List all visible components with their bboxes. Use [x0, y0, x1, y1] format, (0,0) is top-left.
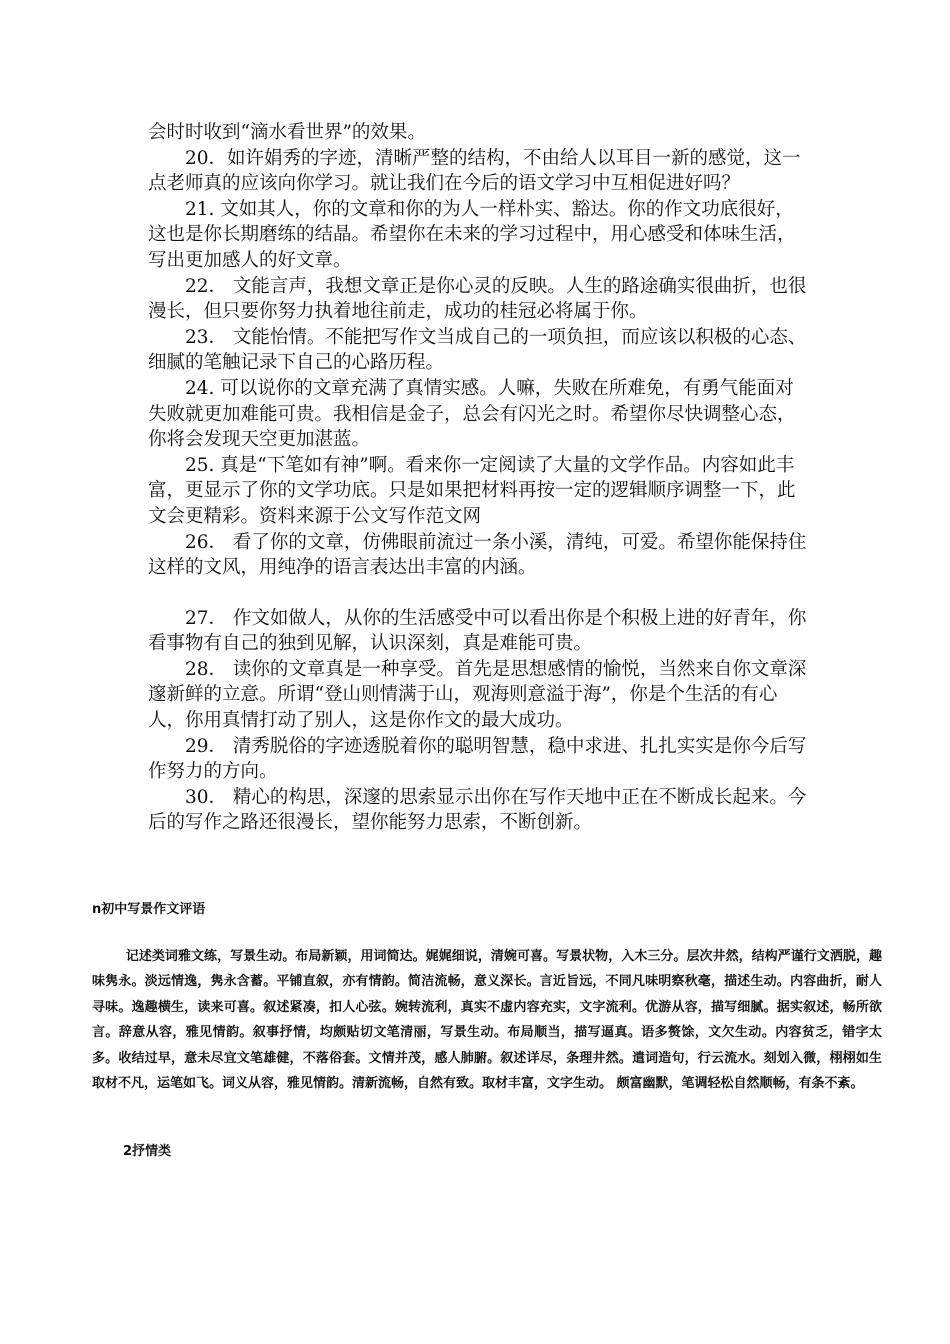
subsection-heading: 2抒情类 [123, 1144, 172, 1159]
comment-paragraph: 26． 看了你的文章，仿佛眼前流过一条小溪，清纯，可爱。希望你能保持住这样的文风，用纯净的语言表达出丰富的内涵。 [148, 531, 807, 579]
comment-paragraph: 29． 清秀脱俗的字迹透脱着你的聪明智慧，稳中求进、扎扎实实是你今后写作努力的方向。 [148, 735, 807, 783]
comment-paragraph: 28． 读你的文章真是一种享受。首先是思想感情的愉悦，当然来自你文章深邃新鲜的立意。所谓“登山则情满于山，观海则意溢于海”，你是个生活的有心人，你用真情打动了别人，这是你作文的最大成功。 [148, 658, 807, 732]
paragraph-gap [148, 581, 810, 606]
comment-paragraph: 24. 可以说你的文章充满了真情实感。人嘛，失败在所难免，有勇气能面对失败就更加难能可贵。我相信是金子，总会有闪光之时。希望你尽快调整心态，你将会发现天空更加湛蓝。 [148, 377, 796, 451]
comment-paragraph: 25. 真是“下笔如有神”啊。看来你一定阅读了大量的文学作品。内容如此丰富，更显示了你的文学功底。只是如果把材料再按一定的逻辑顺序调整一下，此文会更精彩。资料来源于公文写作范文网 [148, 454, 796, 527]
section-heading: n初中写景作文评语 [92, 902, 206, 917]
comment-paragraph: 27． 作文如做人，从你的生活感受中可以看出你是个积极上进的好青年，你看事物有自己的独到见解，认识深刻，真是难能可贵。 [148, 607, 807, 655]
comment-paragraph: 会时时收到“滴水看世界”的效果。 [148, 122, 426, 143]
descriptive-comments-paragraph: 记述类词雅文练，写景生动。布局新颖，用词简达。娓娓细说，清婉可喜。写景状物，入木三分。层次井然，结构严谨行文洒脱，趣味隽永。淡远情逸，隽永含蓄。平铺直叙，亦有情韵。简洁流畅，意义深长。言近旨远，不同凡味明察秋毫，描述生动。内容曲折，耐人寻味。逸趣横生，读来可喜。叙述紧凑，扣人心弦。婉转流利，真实不虚内容充实，文字流利。优游从容，描写细腻。据实叙述，畅所欲言。辞意从容，雅见情韵。叙事抒情，均颇贴切文笔清丽，写景生动。布局顺当，描写逼真。语多赘馀，文欠生动。内容贫乏，错字太多。收结过早，意未尽宜文笔雄健，不落俗套。文情并茂，感人肺腑。叙述详尽，条理井然。遣词造句，行云流水。刻划入微，栩栩如生取材不凡，运笔如飞。词义从容，雅见情韵。清新流畅，自然有致。取材丰富，文字生动。 颇富幽默，笔调轻松自然顺畅，有条不紊。 [92, 949, 882, 1092]
comment-paragraph: 21. 文如其人，你的文章和你的为人一样朴实、豁达。你的作文功底很好，这也是你长期磨练的结晶。希望你在未来的学习过程中，用心感受和体味生活，写出更加感人的好文章。 [148, 198, 796, 271]
comment-paragraph: 30． 精心的构思，深邃的思索显示出你在写作天地中正在不断成长起来。今后的写作之路还很漫长，望你能努力思索，不断创新。 [148, 786, 807, 834]
comment-paragraph: 23． 文能怡情。不能把写作文当成自己的一项负担，而应该以积极的心态、细腻的笔触记录下自己的心路历程。 [148, 326, 807, 374]
comment-paragraph: 20．如许娟秀的字迹，清晰严整的结构，不由给人以耳目一新的感觉，这一点老师真的应该向你学习。就让我们在今后的语文学习中互相促进好吗？ [148, 147, 801, 195]
comment-list [148, 120, 810, 836]
comment-paragraph: 22． 文能言声，我想文章正是你心灵的反映。人生的路途确实很曲折，也很漫长，但只要你努力执着地往前走，成功的桂冠必将属于你。 [148, 275, 807, 323]
